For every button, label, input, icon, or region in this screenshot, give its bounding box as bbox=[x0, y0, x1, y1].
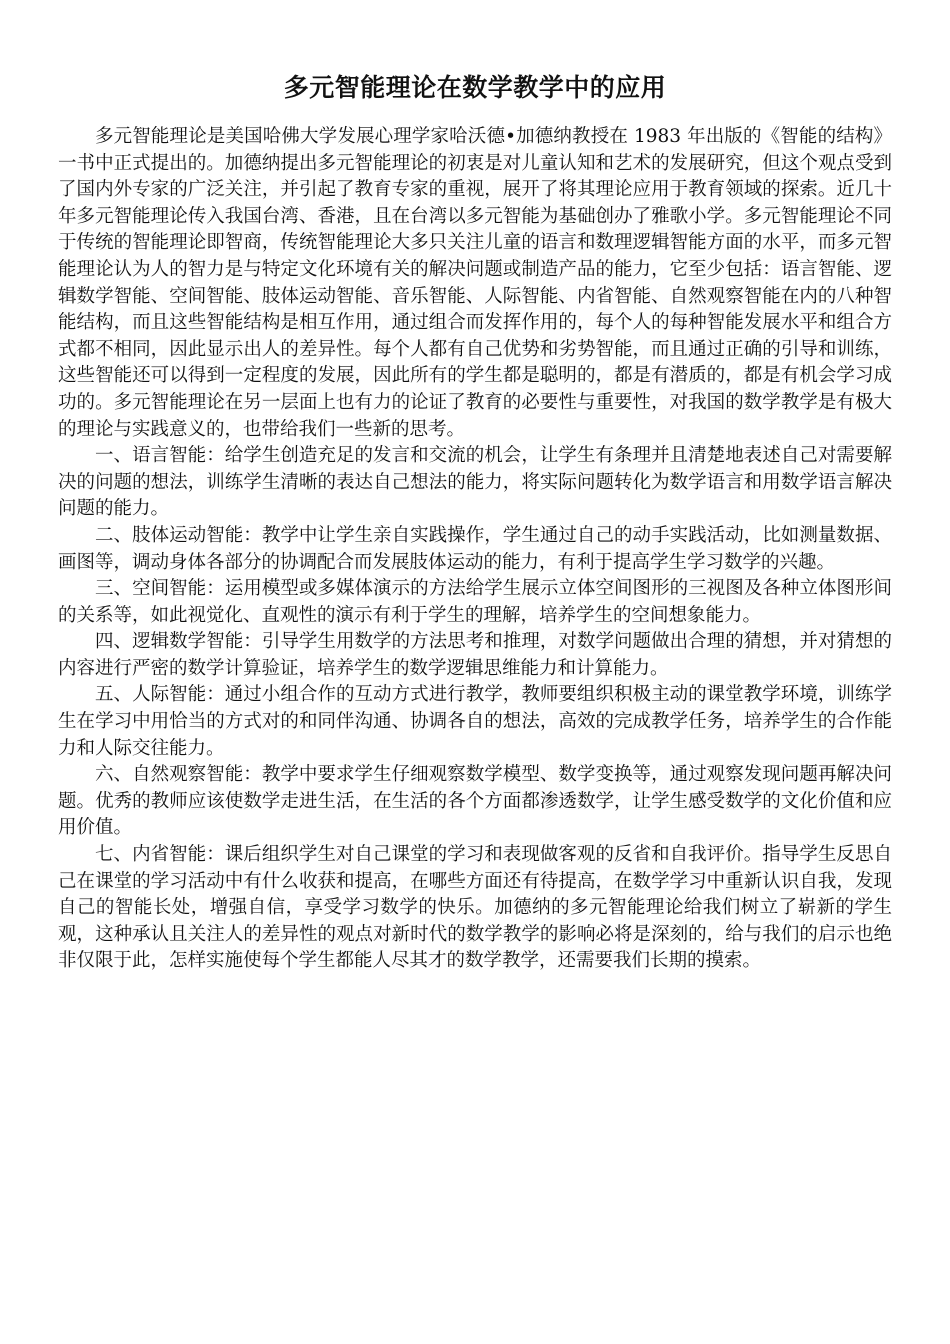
paragraph-interpersonal-intelligence: 五、人际智能：通过小组合作的互动方式进行教学，教师要组织积极主动的课堂教学环境，训练学生在学习中用恰当的方式对的和同伴沟通、协调各自的想法，高效的完成教学任务，培养学生的合作能力和人际交往能力。 bbox=[58, 684, 892, 759]
document-title: 多元智能理论在数学教学中的应用 bbox=[283, 73, 667, 102]
paragraph-intrapersonal-intelligence: 七、内省智能：课后组织学生对自己课堂的学习和表现做客观的反省和自我评价。指导学生反思自己在课堂的学习活动中有什么收获和提高，在哪些方面还有待提高，在数学学习中重新认识自我，发现自己的智能长处，增强自信，享受学习数学的快乐。加德纳的多元智能理论给我们树立了崭新的学生观，这种承认且关注人的差异性的观点对新时代的数学教学的影响必将是深刻的，给与我们的启示也绝非仅限于此，怎样实施使每个学生都能人尽其才的数学教学，还需要我们长期的摸索。 bbox=[58, 844, 892, 972]
paragraph-logical-mathematical-intelligence: 四、逻辑数学智能：引导学生用数学的方法思考和推理，对数学问题做出合理的猜想，并对猜想的内容进行严密的数学计算验证，培养学生的数学逻辑思维能力和计算能力。 bbox=[58, 631, 892, 679]
paragraph-intro: 多元智能理论是美国哈佛大学发展心理学家哈沃德•加德纳教授在 1983 年出版的《智能的结构》一书中正式提出的。加德纳提出多元智能理论的初衷是对儿童认知和艺术的发展研究，但这个观点受到了国内外专家的广泛关注，并引起了教育专家的重视，展开了将其理论应用于教育领域的探索。近几十年多元智能理论传入我国台湾、香港，且在台湾以多元智能为基础创办了雅歌小学。多元智能理论不同于传统的智能理论即智商，传统智能理论大多只关注儿童的语言和数理逻辑智能方面的水平，而多元智能理论认为人的智力是与特定文化环境有关的解决问题或制造产品的能力，它至少包括：语言智能、逻辑数学智能、空间智能、肢体运动智能、音乐智能、人际智能、内省智能、自然观察智能在内的八种智能结构，而且这些智能结构是相互作用，通过组合而发挥作用的，每个人的每种智能发展水平和组合方式都不相同，因此显示出人的差异性。每个人都有自己优势和劣势智能，而且通过正确的引导和训练，这些智能还可以得到一定程度的发展，因此所有的学生都是聪明的，都是有潜质的，都是有机会学习成功的。多元智能理论在另一层面上也有力的论证了教育的必要性与重要性，对我国的数学教学是有极大的理论与实践意义的，也带给我们一些新的思考。 bbox=[58, 126, 892, 440]
paragraph-naturalist-intelligence: 六、自然观察智能：教学中要求学生仔细观察数学模型、数学变换等，通过观察发现问题再解决问题。优秀的教师应该使数学走进生活，在生活的各个方面都渗透数学，让学生感受数学的文化价值和应用价值。 bbox=[58, 764, 892, 839]
document-body bbox=[58, 124, 892, 975]
paragraph-spatial-intelligence: 三、空间智能：运用模型或多媒体演示的方法给学生展示立体空间图形的三视图及各种立体图形间的关系等，如此视觉化、直观性的演示有利于学生的理解，培养学生的空间想象能力。 bbox=[58, 578, 892, 626]
paragraph-bodily-kinesthetic-intelligence: 二、肢体运动智能：教学中让学生亲自实践操作，学生通过自己的动手实践活动，比如测量数据、画图等，调动身体各部分的协调配合而发展肢体运动的能力，有利于提高学生学习数学的兴趣。 bbox=[58, 524, 892, 573]
paragraph-linguistic-intelligence: 一、语言智能：给学生创造充足的发言和交流的机会，让学生有条理并且清楚地表述自己对需要解决的问题的想法，训练学生清晰的表达自己想法的能力，将实际问题转化为数学语言和用数学语言解决问题的能力。 bbox=[58, 445, 892, 520]
